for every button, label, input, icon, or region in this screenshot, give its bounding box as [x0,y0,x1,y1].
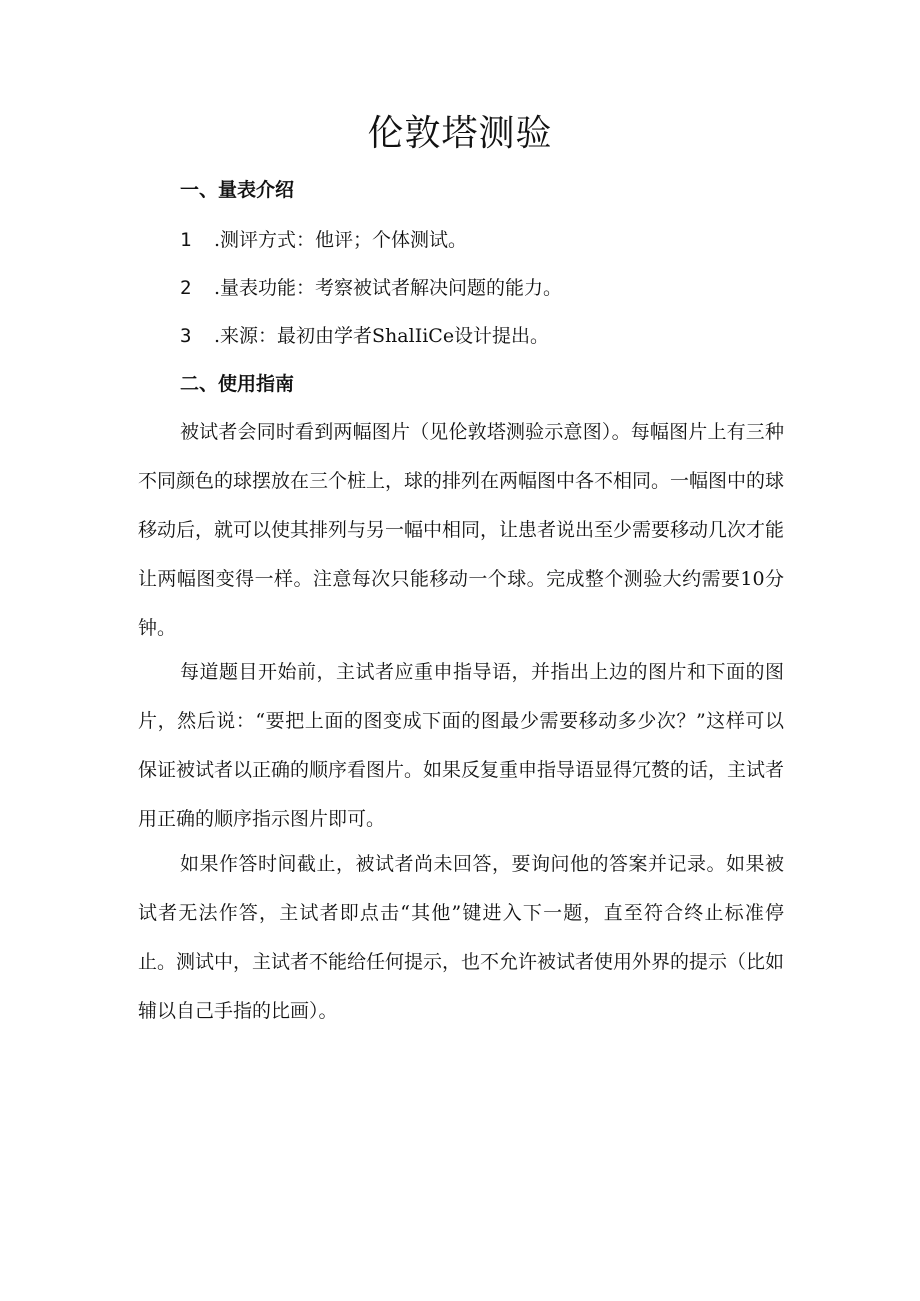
intro-item-2-text: .量表功能：考察被试者解决问题的能力。 [214,277,563,299]
intro-item-3-number: 3 [180,325,192,347]
intro-item-3-text: .来源：最初由学者ShalIiCe设计提出。 [214,325,550,347]
intro-item-1 [180,226,467,254]
guide-paragraph-1: 被试者会同时看到两幅图片（见伦敦塔测验示意图）。每幅图片上有三种不同颜色的球摆放在三个桩上，球的排列在两幅图中各不相同。一幅图中的球移动后，就可以使其排列与另一幅中相同，让患者说出至少需要移动几次才能让两幅图变得一样。注意每次只能移动一个球。完成整个测验大约需要10分钟。 [138,421,785,639]
intro-item-2 [180,274,562,302]
intro-item-1-text: .测评方式：他评；个体测试。 [214,229,468,251]
section-heading-guide: 二、使用指南 [180,373,295,395]
intro-item-1-number: 1 [180,229,192,251]
guide-paragraph-3: 如果作答时间截止，被试者尚未回答，要询问他的答案并记录。如果被试者无法作答，主试者即点击“其他”键进入下一题，直至符合终止标准停止。测试中，主试者不能给任何提示，也不允许被试者使用外界的提示（比如辅以自己手指的比画）。 [138,853,785,1022]
guide-paragraph-2: 每道题目开始前，主试者应重申指导语，并指出上边的图片和下面的图片，然后说：“要把上面的图变成下面的图最少需要移动多少次？”这样可以保证被试者以正确的顺序看图片。如果反复重申指导语显得冗赘的话，主试者用正确的顺序指示图片即可。 [138,661,785,830]
section-heading-intro: 一、量表介绍 [180,179,295,201]
intro-item-3 [180,322,549,350]
document-title: 伦敦塔测验 [367,113,553,154]
intro-item-2-number: 2 [180,277,192,299]
